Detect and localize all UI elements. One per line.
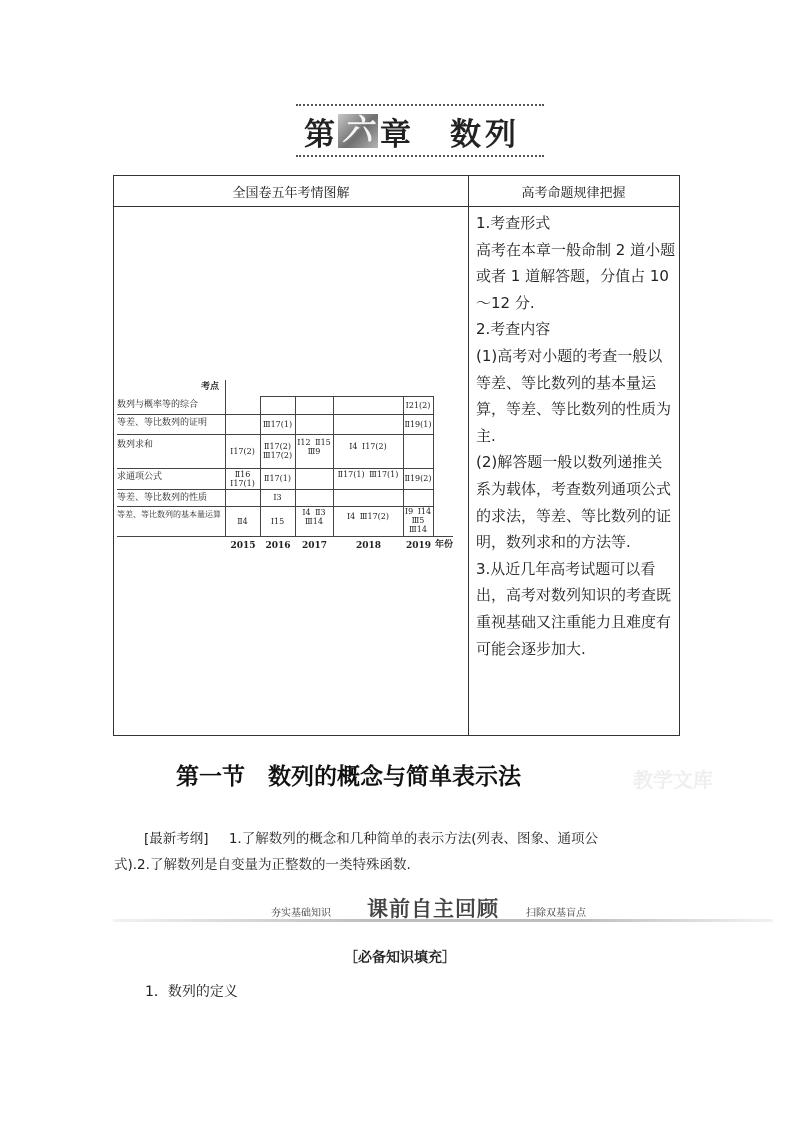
topic-year-cell: Ⅰ4 Ⅰ17(2): [349, 442, 387, 451]
table-header-right: 高考命题规律把握: [468, 176, 679, 207]
topic-row-label: 等差、等比数列的性质: [117, 493, 208, 503]
topic-year-cell: Ⅰ3: [273, 493, 282, 502]
chapter-title: [296, 104, 544, 158]
topic-year-cell: Ⅱ17(1): [264, 474, 291, 483]
grid-row-line: [117, 536, 433, 537]
topic-year-cell: Ⅰ17(2): [230, 446, 255, 456]
topic-year-cell: Ⅱ17(2) Ⅲ17(2): [262, 442, 293, 460]
year-tick-label: 2016: [265, 541, 291, 551]
grid-row-line: [117, 489, 433, 490]
topic-year-cell: Ⅰ21(2): [405, 400, 431, 410]
topic-year-cell: Ⅰ15: [270, 516, 285, 526]
topic-row-label: 等差、等比数列的基本量运算: [117, 510, 221, 519]
exam-topic-chart: [117, 380, 467, 580]
latest-syllabus: [114, 826, 674, 878]
grid-row-line: [117, 434, 433, 435]
year-tick-label: 2018: [356, 541, 382, 551]
pattern-paragraph: 2.考查内容: [476, 320, 551, 339]
pattern-paragraph: 高考在本章一般命制 2 道小题或者 1 道解答题，分值占 10～12 分.: [476, 240, 676, 312]
grid-column-line: [260, 396, 261, 536]
pattern-paragraph: 3.从近几年高考试题可以看出，高考对数列知识的考查既重视基础又注重能力且难度有可能会逐步加大.: [476, 559, 672, 658]
banner-right-caption: 扫除双基盲点: [526, 908, 586, 919]
year-tick-label: 2017: [302, 541, 328, 551]
topic-year-cell: Ⅱ4: [237, 516, 248, 526]
banner-left-caption: 夯实基础知识: [271, 908, 331, 919]
year-tick-label: 2015: [230, 541, 256, 551]
topic-year-cell: Ⅰ4 Ⅲ17(2): [346, 512, 390, 521]
section-banner: [113, 893, 773, 929]
syllabus-line-2: 式).2.了解数列是自变量为正整数的一类特殊函数.: [114, 857, 411, 873]
pattern-paragraph: (1)高考对小题的考查一般以等差、等比数列的基本量运算，等差、等比数列的性质为主.: [476, 346, 672, 445]
chapter-name: 数列: [450, 116, 520, 153]
topic-year-cell: Ⅰ12 Ⅱ15 Ⅲ9: [297, 437, 331, 456]
topic-year-cell: Ⅱ17(1) Ⅲ17(1): [337, 469, 399, 479]
table-column-divider: [468, 176, 469, 735]
chapter-suffix: 章: [380, 116, 412, 153]
grid-column-line: [225, 380, 226, 536]
title-dotted-rule-top: [296, 104, 544, 106]
grid-row-line: [260, 396, 433, 397]
chapter-number-glyph: 六: [338, 114, 378, 148]
year-tick-label: 2019: [406, 541, 432, 551]
topic-year-cell: Ⅱ19(1): [404, 419, 432, 429]
topic-row-label: 等差、等比数列的证明: [117, 418, 208, 428]
y-axis-label: 考点: [201, 382, 220, 392]
syllabus-tag: [最新考纲]: [144, 831, 209, 847]
knowledge-item-1: 1．数列的定义: [145, 984, 238, 1000]
pattern-paragraph: (2)解答题一般以数列递推关系为载体，考查数列通项公式的求法，等差、等比数列的证明，数列求和的方法等.: [476, 453, 672, 552]
grid-row-line: [117, 506, 433, 507]
title-dotted-rule-bottom: [296, 155, 544, 157]
chapter-prefix: 第: [304, 116, 336, 153]
watermark-text: 教学文库: [633, 768, 713, 792]
topic-row-label: 数列求和: [117, 440, 154, 450]
topic-row-label: 求通项公式: [117, 472, 163, 482]
pattern-paragraph: 1.考查形式: [476, 214, 551, 232]
knowledge-fill-heading: ［必备知识填充］: [344, 950, 456, 966]
table-header-left: 全国卷五年考情图解: [114, 176, 468, 207]
banner-title: 课前自主回顾: [367, 897, 499, 921]
topic-year-cell: Ⅱ19(2): [404, 474, 432, 483]
topic-year-cell: Ⅰ4 Ⅱ3 Ⅲ14: [302, 507, 326, 526]
x-axis-label: 年份: [435, 540, 454, 550]
grid-row-line: [117, 414, 433, 415]
section-title: 第一节 数列的概念与简单表示法: [176, 764, 521, 790]
topic-year-cell: Ⅱ16 Ⅰ17(1): [230, 469, 255, 488]
syllabus-line-1: 1.了解数列的概念和几种简单的表示方法(列表、图象、通项公: [228, 831, 598, 847]
topic-row-label: 数列与概率等的综合: [117, 400, 199, 410]
topic-year-cell: Ⅲ17(1): [262, 419, 293, 429]
topic-year-cell: Ⅰ9 Ⅰ14 Ⅲ5 Ⅲ14: [404, 507, 432, 534]
exam-patterns-text: [476, 210, 676, 662]
grid-column-line: [433, 396, 434, 536]
x-axis-line: [433, 536, 453, 537]
